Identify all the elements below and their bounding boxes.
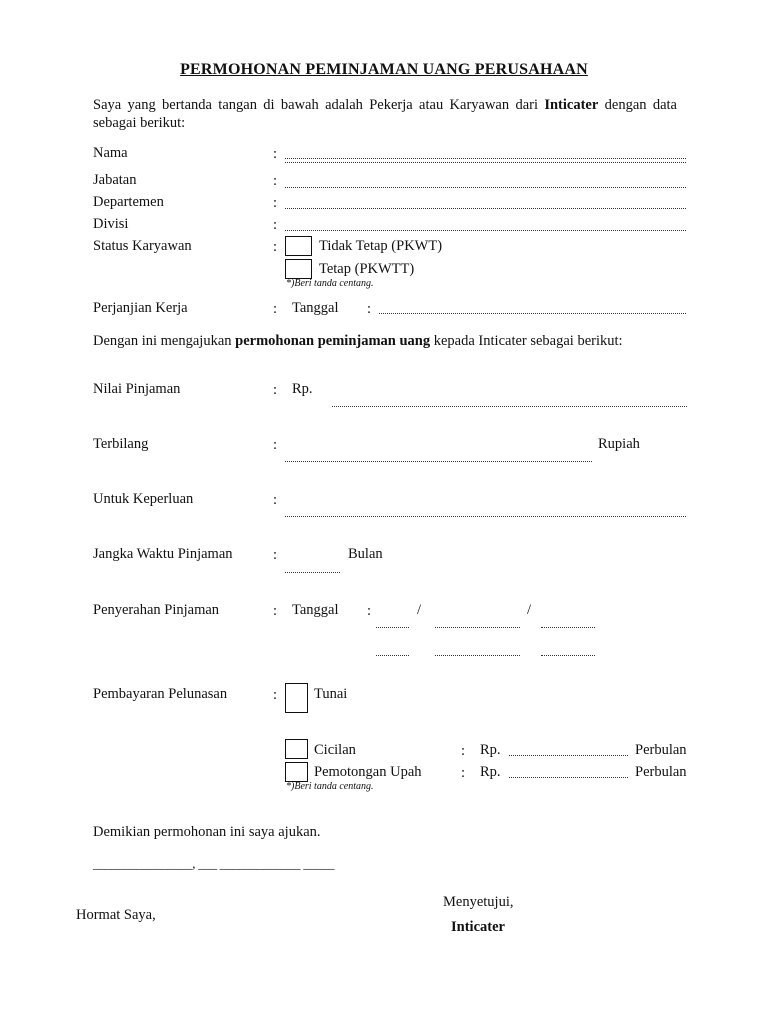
keperluan-line[interactable]: [285, 516, 686, 517]
penyerahan-day-line[interactable]: [376, 627, 409, 628]
option-potongan-upah: Pemotongan Upah: [314, 764, 422, 780]
colon: :: [273, 603, 278, 619]
perbulan-label: Perbulan: [635, 742, 687, 758]
terbilang-line[interactable]: [285, 461, 592, 462]
jabatan-input-line[interactable]: [285, 187, 686, 188]
field-label-nilai-pinjaman: Nilai Pinjaman: [93, 381, 181, 397]
rp-label: Rp.: [480, 742, 501, 758]
request-paragraph: [93, 332, 677, 350]
penyerahan-month-line-2[interactable]: [435, 655, 520, 656]
nama-input-line[interactable]: [285, 158, 686, 163]
hormat-saya-label: Hormat Saya,: [76, 907, 156, 923]
colon: :: [273, 301, 278, 317]
option-cicilan: Cicilan: [314, 742, 356, 758]
colon: :: [367, 603, 372, 619]
colon: :: [273, 492, 278, 508]
colon: :: [273, 195, 278, 211]
checkbox-tidak-tetap[interactable]: [285, 236, 312, 256]
approver-company: Inticater: [451, 919, 505, 935]
rupiah-label: Rupiah: [598, 436, 640, 452]
colon: :: [273, 239, 278, 255]
penyerahan-day-line-2[interactable]: [376, 655, 409, 656]
option-tidak-tetap: Tidak Tetap (PKWT): [319, 238, 443, 254]
penyerahan-month-line[interactable]: [435, 627, 520, 628]
colon: :: [273, 437, 278, 453]
perjanjian-tanggal-line[interactable]: [379, 313, 686, 314]
departemen-input-line[interactable]: [285, 208, 686, 209]
colon: :: [273, 547, 278, 563]
checkbox-potongan-upah[interactable]: [285, 762, 308, 782]
field-label-terbilang: Terbilang: [93, 436, 149, 452]
menyetujui-label: Menyetujui,: [443, 894, 514, 910]
bulan-label: Bulan: [348, 546, 383, 562]
request-text: Dengan ini mengajukan: [93, 333, 236, 349]
colon: :: [461, 743, 466, 759]
penyerahan-year-line[interactable]: [541, 627, 595, 628]
checkbox-tunai[interactable]: [285, 683, 308, 713]
field-label-perjanjian-kerja: Perjanjian Kerja: [93, 300, 188, 316]
rp-label: Rp.: [292, 381, 313, 397]
jangka-waktu-line[interactable]: [285, 572, 340, 573]
request-text-end: kepada Inticater sebagai berikut:: [430, 333, 623, 349]
request-bold: permohonan peminjaman uang: [235, 333, 431, 349]
field-label-divisi: Divisi: [93, 216, 129, 232]
field-label-keperluan: Untuk Keperluan: [93, 491, 194, 507]
field-label-jabatan: Jabatan: [93, 172, 137, 188]
intro-company: Inticater: [544, 97, 599, 113]
colon: :: [367, 301, 372, 317]
penyerahan-year-line-2[interactable]: [541, 655, 595, 656]
field-label-pembayaran: Pembayaran Pelunasan: [93, 686, 228, 702]
date-separator: /: [527, 602, 532, 618]
option-tetap: Tetap (PKWTT): [319, 261, 415, 277]
closing-statement: Demikian permohonan ini saya ajukan.: [93, 824, 321, 840]
field-label-status-karyawan: Status Karyawan: [93, 238, 192, 254]
field-label-nama: Nama: [93, 145, 128, 161]
intro-text-end: dengan data sebagai berikut:: [93, 97, 677, 131]
colon: :: [461, 765, 466, 781]
nilai-pinjaman-line[interactable]: [332, 406, 687, 407]
colon: :: [273, 173, 278, 189]
colon: :: [273, 382, 278, 398]
tanggal-label: Tanggal: [292, 602, 339, 618]
date-separator: /: [417, 602, 422, 618]
checkbox-tetap[interactable]: [285, 259, 312, 279]
field-label-jangka-waktu: Jangka Waktu Pinjaman: [93, 546, 233, 562]
place-date-line[interactable]: ________________, ___ _____________ _____: [93, 856, 335, 871]
rp-label: Rp.: [480, 764, 501, 780]
field-label-departemen: Departemen: [93, 194, 164, 210]
potongan-amount-line[interactable]: [509, 777, 628, 778]
colon: :: [273, 146, 278, 162]
checkbox-cicilan[interactable]: [285, 739, 308, 759]
intro-text: Saya yang bertanda tangan di bawah adalah Pekerja atau Karyawan dari: [93, 97, 545, 113]
perbulan-label: Perbulan: [635, 764, 687, 780]
option-tunai: Tunai: [314, 686, 348, 702]
tanggal-label: Tanggal: [292, 300, 339, 316]
note-checkmark: *)Beri tanda centang.: [286, 278, 374, 289]
cicilan-amount-line[interactable]: [509, 755, 628, 756]
field-label-penyerahan: Penyerahan Pinjaman: [93, 602, 220, 618]
divisi-input-line[interactable]: [285, 230, 686, 231]
note-checkmark: *)Beri tanda centang.: [286, 781, 374, 792]
page-title: PERMOHONAN PEMINJAMAN UANG PERUSAHAAN: [180, 61, 588, 78]
intro-paragraph: [93, 96, 677, 132]
colon: :: [273, 217, 278, 233]
colon: :: [273, 687, 278, 703]
